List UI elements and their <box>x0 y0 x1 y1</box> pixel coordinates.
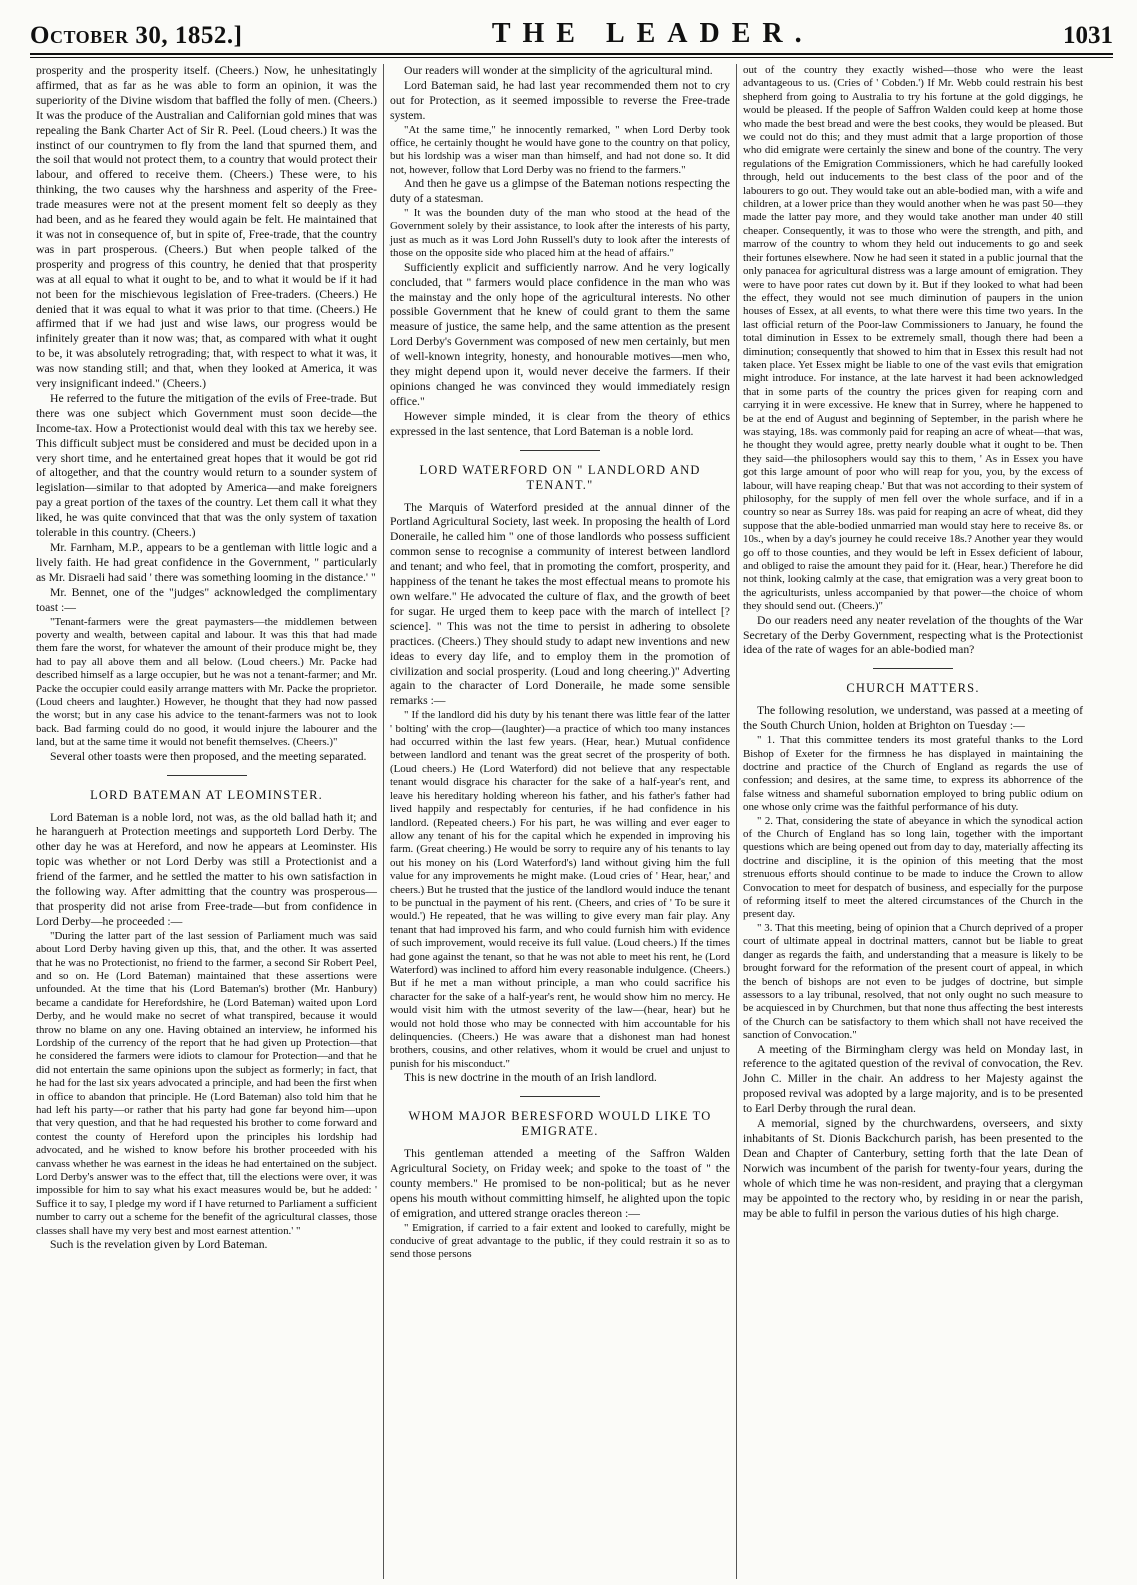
issue-date: October 30, 1852.] <box>30 22 243 49</box>
paragraph: A memorial, signed by the churchwardens, overseers, and sixty inhabitants of St. Dionis Backchurch parish, has been presented to the Dean and Chapter of Canterbury, setting forth that the late Dean of Norwich was incumbent of the parish for twenty-four years, during the whole of which time he was non-resident, and praying that a clergyman may be appointed to the rectory who, by residing in or near the parish, may be able to fulfil in person the various duties of his high charge. <box>743 1117 1083 1220</box>
quotation: " It was the bounden duty of the man who stood at the head of the Government solely by their assistance, to look after the interests of his party, just as much as it was Lord John Russell's duty to look after the interests of those on the opposite side who placed him at the head of affairs." <box>390 207 730 260</box>
column-2 <box>383 64 736 1579</box>
divider <box>520 1096 600 1097</box>
masthead <box>30 10 1113 55</box>
paragraph: However simple minded, it is clear from the theory of ethics expressed in the last sentence, that Lord Bateman is a noble lord. <box>390 409 730 438</box>
quotation: "Tenant-farmers were the great paymasters—the middlemen between poverty and wealth, between capital and labour. It was this that had made them fare the worst, for whatever the amount of their produce might be, they had to pay all above them and all below. (Loud cheers.) Mr. Packe had described himself as a large occupier, but he was not a tenant-farmer; and Mr. Packe the occupier could easily arrange matters with Mr. Packe the proprietor. (Loud cheers and laughter.) However, he thought that they had now passed the worst; but in any case his advice to the tenant-farmers was not to look back. Bad farming could do no good, it would injure the labourer and the land, but at the same time it would not benefit themselves. (Cheers.)" <box>36 615 377 749</box>
paragraph: Sufficiently explicit and sufficiently narrow. And he very logically concluded, that " farmers would place confidence in the man who was the mainstay and the only hope of the agricultural interests. No other possible Government that he knew of could grant to them the same measure of justice, the same help, and the same attention as the present Lord Derby's Government was composed of new men certainly, but men of well-known integrity, honesty, and honourable motives—men who, they might depend upon it, would never deceive the farmers. If their opinions changed he was convinced they would immediately resign office." <box>390 260 730 408</box>
paragraph: Lord Bateman is a noble lord, not was, as the old ballad hath it; and he haranguerh at Protection meetings and supporteth Lord Derby. The other day he was at Hereford, and now he appears at Leominster. His topic was whether or not Lord Derby was still a Protectionist and a friend of the farmer, and he settled the matter to his own satisfaction in the following way. After admitting that the country was prosperous—that prosperity did not arise from Free-trade—but from confidence in Lord Derby—he proceeded :— <box>36 810 377 928</box>
paragraph: He referred to the future the mitigation of the evils of Free-trade. But there was one subject which Government must soon decide—the Income-tax. How a Protectionist would deal with this tax we hereby see. This difficult subject must be considered and must be decided upon in a very short time, and he entertained great hopes that it would be got rid of altogether, and that the country would return to a sounder system of legislation—similar to that adopted by America—and make foreigners pay a great portion of the taxes of the country. Let them call it what they liked, he was quite convinced that that was the only system of taxation tolerable in this country. (Cheers.) <box>36 391 377 540</box>
paragraph: Our readers will wonder at the simplicity of the agricultural mind. <box>404 64 713 77</box>
paragraph: A meeting of the Birmingham clergy was held on Monday last, in reference to the agitated question of the revival of convocation, the Rev. John C. Miller in the chair. An address to her Majesty against the proposed revival was adopted by a large majority, and is to be presented to Earl Derby through the rural dean. <box>743 1042 1083 1116</box>
resolution: " 2. That, considering the state of abeyance in which the synodical action of the Church of England has so long lain, together with the important questions which are being opened out from day to day, materially affecting its doctrine and discipline, it is the opinion of this meeting that the most strenuous efforts should continue to be made to induce the Crown to allow Convocation to meet for despatch of business, and especially for the purpose of reforming itself to meet the altered circumstances of the Church in the present day. <box>743 814 1083 921</box>
masthead-rule <box>30 57 1113 58</box>
article-heading: LORD BATEMAN AT LEOMINSTER. <box>90 787 323 802</box>
divider <box>167 775 247 776</box>
quotation: " Emigration, if carried to a fair extent and looked to carefully, might be conducive of great advantage to the public, if they could restrain it so as to send those persons <box>390 1221 730 1261</box>
article-heading: CHURCH MATTERS. <box>846 681 980 696</box>
resolution: " 1. That this committee tenders its most grateful thanks to the Lord Bishop of Exeter for the firmness he has displayed in maintaining the doctrine and practice of the Church of England as regards the use of confession; and desires, at the same time, to express its abhorrence of the false witness and shameful subornation employed to bring public odium on one whose only crime was the faithful performance of his duty. <box>743 734 1083 814</box>
article-heading: WHOM MAJOR BERESFORD WOULD LIKE TO EMIGRATE. <box>408 1109 712 1139</box>
paragraph: The Marquis of Waterford presided at the annual dinner of the Portland Agricultural Society, last week. In proposing the health of Lord Doneraile, he called him " one of those landlords who possess sufficient common sense to recognise a community of interest between landlord and tenant; and who feel, that in promoting the comfort, prosperity, and happiness of the tenant he takes the most effectual means to promote his own welfare." He advocated the culture of flax, and the growth of beet for sugar. He urged them to keep pace with the march of intellect [? science]. " This was not the time to persist in adhering to obsolete practices. (Cheers.) They should study to adapt new inventions and new ideas to every day life, and to employ them in the promotion of civilization and social prosperity. (Loud and long cheering.)" Adverting again to the character of Lord Doneraile, he made some sensible remarks :— <box>390 500 730 708</box>
quotation: "At the same time," he innocently remarked, " when Lord Derby took office, he certainly thought he would have gone to the country on that policy, but his lordship was a wiser man than himself, and had not done so. It did not, however, follow that Lord Derby was no friend to the farmers." <box>390 123 730 176</box>
newspaper-title: THE LEADER. <box>491 18 814 49</box>
paragraph: And then he gave us a glimpse of the Bateman notions respecting the duty of a statesman. <box>390 177 730 206</box>
column-3 <box>736 64 1089 1579</box>
resolution: " 3. That this meeting, being of opinion that a Church deprived of a proper court of ultimate appeal in doctrinal matters, cannot but be liable to great danger as regards the faith, and understanding that a measure is likely to be brought forward for the reformation of the present court of appeal, in which the bench of bishops are not even to be judges of doctrine, but simple assessors to a lay tribunal, resolved, that not only ought no such measure to be acquiesced in by Churchmen, but that none thus affecting the best interests of the Church can be satisfactory to them which shall not have received the sanction of Convocation." <box>743 921 1083 1042</box>
paragraph: Mr. Farnham, M.P., appears to be a gentleman with little logic and a lively faith. He had great confidence in the Government, " particularly as Mr. Disraeli had said ' there was something looming in the distance.' " <box>36 541 377 584</box>
paragraph: prosperity and the prosperity itself. (Cheers.) Now, he unhesitatingly affirmed, that as far as he was able to form an opinion, it was the superiority of the Divine wisdom that baffled the folly of men. (Cheers.) It was the produce of the Australian and Californian gold mines that was repealing the Bank Charter Act of Sir R. Peel. (Loud cheers.) It was the instinct of our countrymen to fly from the land that spurned them, and the soil that would not protect them, to a country that would protect their labour, and offered to receive them. (Cheers.) These were, to his thinking, the two causes why the harshness and asperity of the Free-trade measures were not at the present moment felt so deeply as they had been, and as he feared they would again be felt. He maintained that it was not in consequence of, but in spite of, Free-trade, that the country was in part prosperous. (Cheers.) But when people talked of the prosperity and progress of this country, he denied that that prosperity was at all equal to what it ought to be, and to what it would be if it had not been for the mischievous legislation of Free-traders. (Cheers.) He denied that it was equal to what it was prior to that time. (Cheers.) He affirmed that if we had just and wise laws, our progress would be infinitely greater than it now was; that, as compared with what it ought to be, it was absolutely retrograding; that, with respect to what it was, it was now standing still; and that, when they looked at America, it was very insignificant indeed." (Cheers.) <box>36 64 377 391</box>
paragraph: This gentleman attended a meeting of the Saffron Walden Agricultural Society, on Friday week; and spoke to the toast of " the county members." He promised to be non-political; but as he never opens his mouth without committing himself, he alighted upon the topic of emigration, and uttered strange oracles thereon :— <box>390 1147 730 1220</box>
quotation: " If the landlord did his duty by his tenant there was little fear of the latter ' bolting' with the crop—(laughter)—a practice of which too many instances had occurred within the last few years. (Hear, hear.) Mutual confidence between landlord and tenant was the great secret of the prosperity of both. (Loud cheers.) He (Lord Waterford) did not believe that any respectable tenant would disgrace his character for the sake of a half-year's rent, and leave his hereditary holding whereon his father, and his father's father had lived happily and respectably for centuries, if he had confidence in his landlord. (Repeated cheers.) For his part, he was willing and ever eager to allow any tenant of his for the capital which he expended in improving his farm. (Great cheering.) He would be sorry to require any of his tenants to lay out his money on his (Lord Waterford's) land without giving him the full value for any improvements he might make. (Loud cries of ' Hear, hear,' and cheers.) But he trusted that the justice of the landlord would induce the tenant to be punctual in the payment of his rent. (Cheers, and cries of ' To be sure it would.') He repeated, that he was willing to give every man fair play. Any tenant that had improved his farm, and who could furnish him with evidence of such improvement, would receive its full value. (Loud cheers.) If the times had gone against the tenant, so that he was not able to meet his rent, he (Lord Waterford) was inclined to afford him every reasonable indulgence. (Cheers.) But if he met a man without principle, a man who could sacrifice his character for the sake of a half-year's rent, he would show him no mercy. He would visit him with the utmost severity of the law—(hear, hear) but he would not hold those who may be connected with him accountable for his delinquencies. (Cheers.) He was aware that a dishonest man had honest brothers, cousins, and other relatives, whom it would be cruel and unjust to punish for his misconduct." <box>390 709 730 1070</box>
paragraph: Do our readers need any neater revelation of the thoughts of the War Secretary of the Derby Government, respecting what is the Protectionist idea of the rate of wages for an able-bodied man? <box>743 613 1083 657</box>
divider <box>520 450 600 451</box>
paragraph: Lord Bateman said, he had last year recommended them not to cry out for Protection, as it seemed impossible to reverse the Free-trade system. <box>390 78 730 122</box>
quotation: out of the country they exactly wished—those who were the least advantageous to us. (Cries of ' Cobden.') If Mr. Webb could restrain his best shepherd from going to Australia to try his fortune at the gold diggings, he would be pleased. If the people of Saffron Walden could keep at home those who made the best bread and were the best cooks, they would be pleased. But we could not do this; and they must admit that a large proportion of those who did emigrate were certainly the sinew and bone of the country. The very regulations of the Emigration Commissioners, which he had carefully looked through, held out inducements to the best class of the poor and of the labourers to go out. They would take out an able-bodied man, with a wife and children, at a lower price than they would another when he was past 50—they made the latter pay more, and they would take another man under 40 still cheaper. Consequently, it was to those who were the strength, and pith, and marrow of the country to whom they held out inducements to go and seek their fortunes elsewhere. Now he had seen it stated in a public journal that the only panacea for agricultural distress was a large amount of emigration. They were to have poor rates cut down by it. But if they looked to what had been the effect, they would not see much diminution of paupers in the union houses of Essex, at all events, to what there were this time two years. In the last official return of the Poor-law Commissioners to January, he found the total diminution in Essex to be extremely small, though there had been a diminution; consequently that showed to him that in Essex this result had not taken place. Yet Essex might be liable to one of the vast evils that emigration might introduce. For instance, at the late harvest it had been acknowledged that in some parts of the country the prices given for reaping corn and carrying it in were excessive. He knew that in Surrey, where he happened to be at the end of August and beginning of September, in the parish where he was staying, 18s. was commonly paid for reaping an acre of wheat—that was, he thought they would agree, pretty nearly double what it ought to be. Then they said—the philosophers would say this to them, ' As in Essex you have got this large amount of poor who will reap for you, you, by the excess of labour, will have reaping cheap.' But that was not according to their system of philosophy, for the supply of men fell over the whole surface, and if in a country so near as Surrey 18s. was paid for reaping an acre of wheat, did they suppose that the able-bodied unmarried man would stay here to receive 8s. or 10s., when by a day's journey he could receive 18s.? Another year they would go off to those counties, and they would be left in Essex deficient of labour, and obliged to raise the amount they paid for it. (Hear, hear.) Therefore he did not think, looking calmly at the case, that emigration was a very great boon to the agriculturists, unless accompanied by that power—the choice of whom they should send out. (Cheers.)" <box>743 64 1083 613</box>
divider <box>873 668 953 669</box>
article-heading: LORD WATERFORD ON " LANDLORD AND TENANT." <box>419 462 701 492</box>
column-1 <box>30 64 383 1579</box>
quotation: "During the latter part of the last session of Parliament much was said about Lord Derby having given up this, that, and the other. It was asserted that he was no Protectionist, no friend to the farmer, a second Sir Robert Peel, and so on. He (Lord Bateman) maintained that these assertions were unfounded. At the time that his (Lord Bateman's) brother (Mr. Hanbury) became a candidate for Herefordshire, he (Lord Bateman) waited upon Lord Derby, and he would make no secret of what transpired, because it would throw no blame on any one. Having obtained an interview, he informed his Lordship of the currency of the report that he had given up Protection—that he considered the farmers were idiots to clamour for Protection—and that he did not entertain the same opinions upon the subject as formerly; in fact, that he had for the last six years advocated a principle, and had been the first when in office to abandon that principle. He (Lord Bateman) also told him that he had left his party—or rather that his party had gone far beyond him—upon that very question, and that he had requested his brother to come forward and contest the county of Hereford upon the principles his lordship had advocated, and he wished to know before his brother proceeded with his canvass whether he was earnest in the ideas he had entertained on the subject. Lord Derby's answer was to the effect that, till the elections were over, it was impossible for him to say what his exact measures would be, but he added: ' Suffice it to say, I pledge my word if I have returned to Parliament a sufficient number to carry out a scheme for the benefit of the agricultural classes, those classes shall have my very best and most earnest attention.' " <box>36 929 377 1237</box>
paragraph: This is new doctrine in the mouth of an Irish landlord. <box>404 1071 657 1085</box>
paragraph: Mr. Bennet, one of the "judges" acknowledged the complimentary toast :— <box>36 585 377 614</box>
page-number: 1031 <box>1062 22 1113 49</box>
paragraph: Several other toasts were then proposed, and the meeting separated. <box>50 749 367 763</box>
columns <box>30 64 1113 1579</box>
paragraph: Such is the revelation given by Lord Bateman. <box>50 1238 268 1252</box>
paragraph: The following resolution, we understand, was passed at a meeting of the South Church Union, holden at Brighton on Tuesday :— <box>743 704 1083 733</box>
